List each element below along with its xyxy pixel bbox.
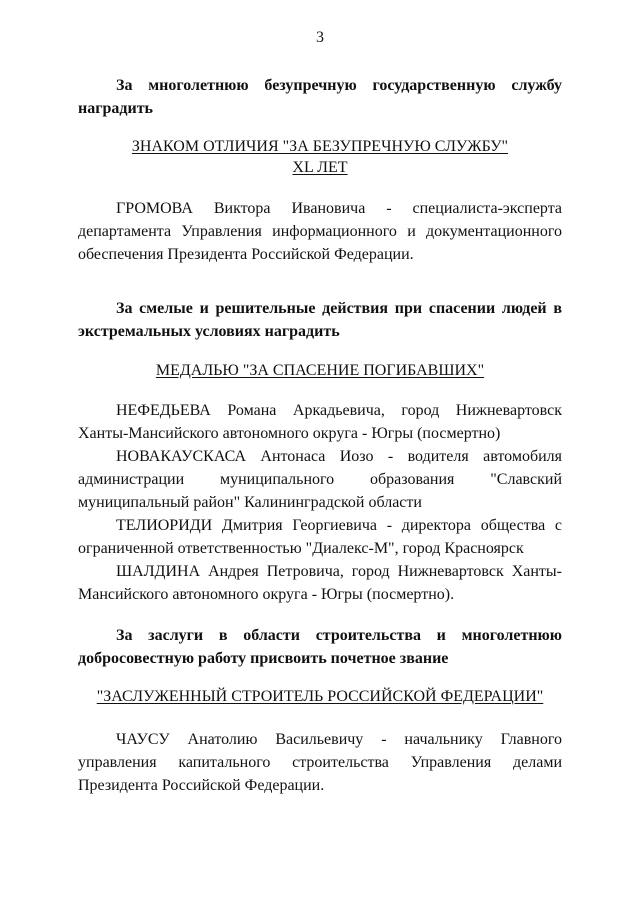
section-1-award-line-1: ЗНАКОМ ОТЛИЧИЯ "ЗА БЕЗУПРЕЧНУЮ СЛУЖБУ" [131, 138, 509, 155]
section-2-recipient-3: ТЕЛИОРИДИ Дмитрия Георгиевича - директора общества с ограниченной ответственностью "Диалекс-М", город Красноярск [78, 517, 562, 557]
section-3-award-line-1: "ЗАСЛУЖЕННЫЙ СТРОИТЕЛЬ РОССИЙСКОЙ ФЕДЕРАЦИИ" [96, 688, 544, 705]
section-2-award-title [78, 360, 562, 381]
section-3-recipient-1: ЧАУСУ Анатолию Васильевичу - начальнику Главного управления капитального строительства Управления делами Президента Российской Федерации. [78, 731, 562, 794]
document-page [78, 0, 562, 905]
section-2-recipient-2: НОВАКАУСКАСА Антонаса Иозо - водителя автомобиля администрации муниципального образования "Славский муниципальный район" Калининградской области [78, 448, 562, 511]
section-2-recipient-4: ШАЛДИНА Андрея Петровича, город Нижневартовск Ханты-Мансийского автономного округа - Югры (посмертно). [78, 563, 562, 603]
section-3-award-title [78, 686, 562, 707]
section-1-recipient-1: ГРОМОВА Виктора Ивановича - специалиста-эксперта департамента Управления информационного и документационного обеспечения Президента Российской Федерации. [78, 200, 562, 263]
section-2-preamble: За смелые и решительные действия при спасении людей в экстремальных условиях наградить [78, 300, 562, 340]
section-2-recipient-1: НЕФЕДЬЕВА Романа Аркадьевича, город Нижневартовск Ханты-Мансийского автономного округа - Югры (посмертно) [78, 402, 562, 442]
section-1-award-title [78, 136, 562, 178]
page-number: 3 [316, 29, 324, 46]
section-3-preamble: За заслуги в области строительства и многолетнюю добросовестную работу присвоить почетное звание [78, 627, 562, 667]
section-1-award-line-2: XL ЛЕТ [292, 159, 348, 176]
section-1-preamble: За многолетнюю безупречную государственную службу наградить [78, 77, 562, 117]
section-2-award-line-1: МЕДАЛЬЮ "ЗА СПАСЕНИЕ ПОГИБАВШИХ" [155, 362, 485, 379]
